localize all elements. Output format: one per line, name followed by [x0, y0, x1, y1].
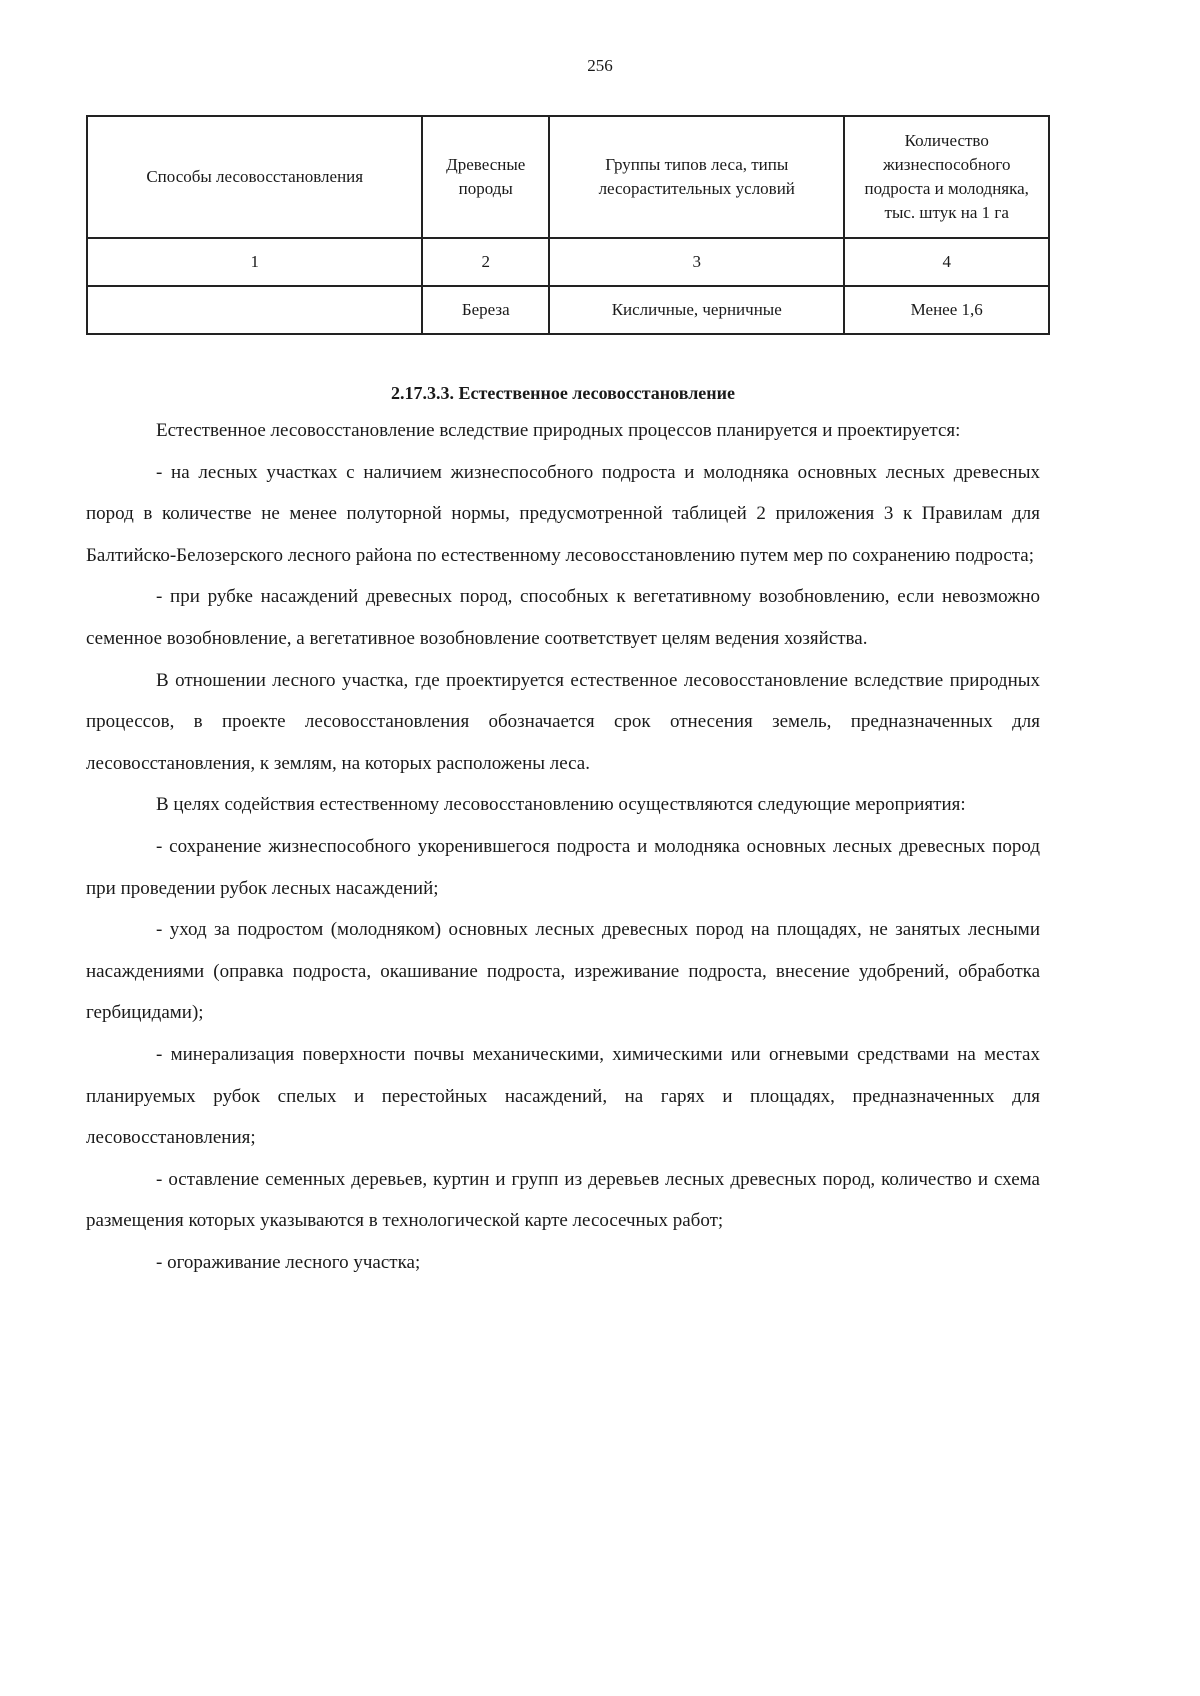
paragraph: В целях содействия естественному лесовосстановлению осуществляются следующие мероприятия:	[156, 794, 966, 816]
header-cell-methods: Способы лесовосстановления	[87, 116, 422, 238]
column-number-cell: 2	[422, 238, 549, 286]
page-number: 256	[587, 56, 613, 75]
table-header-row	[87, 116, 1049, 238]
header-cell-quantity: Количество жизнеспособного подроста и молодняка, тыс. штук на 1 га	[844, 116, 1049, 238]
header-cell-species: Древесные породы	[422, 116, 549, 238]
header-cell-forest-types: Группы типов леса, типы лесорастительных условий	[549, 116, 844, 238]
paragraph: В отношении лесного участка, где проектируется естественное лесовосстановление вследствие природных процессов, в проекте лесовосстановления обозначается срок отнесения земель, предназначенных для лесовосстановления, к землям, на которых расположены леса.	[86, 669, 1040, 774]
column-number-cell: 3	[549, 238, 844, 286]
table-column-number-row	[87, 238, 1049, 286]
paragraph: - сохранение жизнеспособного укоренившегося подроста и молодняка основных лесных древесных пород при проведении рубок лесных насаждений;	[86, 835, 1040, 899]
table-cell: Менее 1,6	[844, 286, 1049, 334]
table-cell	[87, 286, 422, 334]
forest-regeneration-table	[86, 115, 1050, 335]
table-cell: Береза	[422, 286, 549, 334]
paragraph: - минерализация поверхности почвы механическими, химическими или огневыми средствами на местах планируемых рубок спелых и перестойных насаждений, на гарях и площадях, предназначенных для лесовосстановления;	[86, 1043, 1040, 1149]
column-number-cell: 4	[844, 238, 1049, 286]
paragraph: - оставление семенных деревьев, куртин и групп из деревьев лесных древесных пород, количество и схема размещения которых указываются в технологической карте лесосечных работ;	[86, 1168, 1040, 1232]
document-body	[86, 380, 1040, 1283]
paragraph: - уход за подростом (молодняком) основных лесных древесных пород на площадях, не занятых лесными насаждениями (оправка подроста, окашивание подроста, изреживание подроста, внесение удобрений, обработка гербицидами);	[86, 919, 1040, 1024]
paragraph: Естественное лесовосстановление вследствие природных процессов планируется и проектируется:	[156, 420, 961, 441]
column-number-cell: 1	[87, 238, 422, 286]
paragraph: - огораживание лесного участка;	[156, 1251, 421, 1273]
table-cell: Кисличные, черничные	[549, 286, 844, 334]
table-row	[87, 286, 1049, 334]
paragraph: - при рубке насаждений древесных пород, способных к вегетативному возобновлению, если невозможно семенное возобновление, а вегетативное возобновление соответствует целям ведения хозяйства.	[86, 586, 1040, 649]
section-title: 2.17.3.3. Естественное лесовосстановление	[390, 383, 736, 403]
paragraph: - на лесных участках с наличием жизнеспособного подроста и молодняка основных лесных древесных пород в количестве не менее полуторной нормы, предусмотренной таблицей 2 приложения 3 к Правилам для Балтийско-Белозерского лесного района по естественному лесовосстановлению путем мер по сохранению подроста;	[86, 461, 1040, 566]
